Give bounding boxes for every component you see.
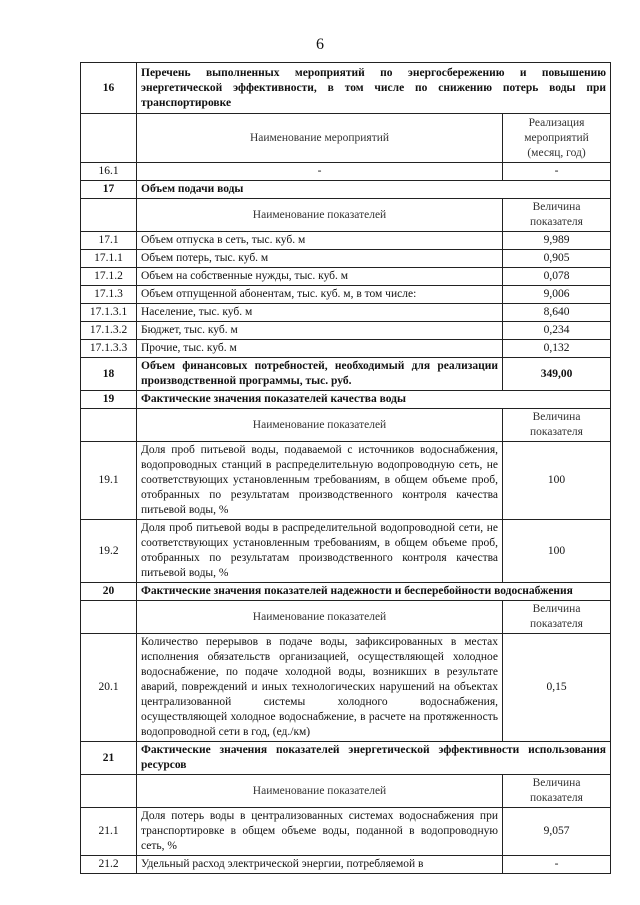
row-number: 17.1.3.2 [81, 322, 137, 340]
column-header-value: Величина показателя [503, 601, 611, 634]
column-header-value: Величина показателя [503, 775, 611, 808]
row-name: Доля проб питьевой воды, подаваемой с источников водоснабжения, водопроводных станций в распределительную водопроводную сеть, не соответствующих установленным требованиям, в общем объеме проб, отобранных по результатам производственного контроля качества питьевой воды, % [137, 442, 503, 520]
section-number: 16 [81, 63, 137, 114]
empty-cell [81, 601, 137, 634]
row-name: - [137, 163, 503, 181]
page-number: 6 [316, 36, 324, 53]
empty-cell [81, 199, 137, 232]
row-name: Удельный расход электрической энергии, потребляемой в [137, 856, 503, 874]
row-name: Объем на собственные нужды, тыс. куб. м [137, 268, 503, 286]
table-row [81, 163, 611, 181]
row-number: 17.1.3.1 [81, 304, 137, 322]
column-header-name: Наименование показателей [137, 601, 503, 634]
section-title: Объем подачи воды [137, 181, 611, 199]
column-header-name: Наименование мероприятий [137, 114, 503, 163]
section-20-header [81, 583, 611, 601]
column-header-name: Наименование показателей [137, 199, 503, 232]
row-value: 0,905 [503, 250, 611, 268]
row-name: Бюджет, тыс. куб. м [137, 322, 503, 340]
table-row [81, 232, 611, 250]
column-header-row [81, 775, 611, 808]
row-value: - [503, 163, 611, 181]
column-header-value: Реализация мероприятий (месяц, год) [503, 114, 611, 163]
column-header-name: Наименование показателей [137, 409, 503, 442]
row-value: 100 [503, 442, 611, 520]
section-number: 19 [81, 391, 137, 409]
row-value: 0,132 [503, 340, 611, 358]
section-16-header [81, 63, 611, 114]
column-header-row [81, 114, 611, 163]
section-21-header [81, 742, 611, 775]
row-name: Население, тыс. куб. м [137, 304, 503, 322]
section-number: 20 [81, 583, 137, 601]
row-number: 20.1 [81, 634, 137, 742]
table-row [81, 304, 611, 322]
row-name: Объем потерь, тыс. куб. м [137, 250, 503, 268]
row-name: Количество перерывов в подаче воды, зафиксированных в местах исполнения обязательств организацией, осуществляющей холодное водоснабжение, по подаче холодной воды, возникших в результате аварий, повреждений и иных технологических нарушений на объектах централизованной системы холодного водоснабжения, осуществляющей холодное водоснабжение, в расчете на протяженность водопроводной сети в год, (ед./км) [137, 634, 503, 742]
row-value: 8,640 [503, 304, 611, 322]
section-number: 17 [81, 181, 137, 199]
column-header-value: Величина показателя [503, 199, 611, 232]
row-number: 17.1 [81, 232, 137, 250]
section-number: 21 [81, 742, 137, 775]
table-row [81, 520, 611, 583]
row-value: 0,234 [503, 322, 611, 340]
row-name: Объем отпущенной абонентам, тыс. куб. м, в том числе: [137, 286, 503, 304]
row-number: 17.1.1 [81, 250, 137, 268]
section-18-row [81, 358, 611, 391]
column-header-row [81, 601, 611, 634]
row-number: 19.2 [81, 520, 137, 583]
table-row [81, 442, 611, 520]
empty-cell [81, 114, 137, 163]
table-row [81, 286, 611, 304]
row-number: 17.1.3 [81, 286, 137, 304]
table-row [81, 322, 611, 340]
row-name: Доля потерь воды в централизованных системах водоснабжения при транспортировке в общем объеме воды, поданной в водопроводную сеть, % [137, 808, 503, 856]
row-number: 21.2 [81, 856, 137, 874]
row-value: - [503, 856, 611, 874]
table-row [81, 250, 611, 268]
empty-cell [81, 775, 137, 808]
row-number: 16.1 [81, 163, 137, 181]
row-number: 21.1 [81, 808, 137, 856]
row-number: 19.1 [81, 442, 137, 520]
table-row [81, 268, 611, 286]
row-name: Доля проб питьевой воды в распределительной водопроводной сети, не соответствующих установленным требованиям, в общем объеме проб, отобранных по результатам производственного контроля качества питьевой воды, % [137, 520, 503, 583]
section-title: Перечень выполненных мероприятий по энергосбережению и повышению энергетической эффективности, в том числе по снижению потерь воды при транспортировке [137, 63, 611, 114]
row-value: 9,057 [503, 808, 611, 856]
row-number: 17.1.2 [81, 268, 137, 286]
section-title: Фактические значения показателей энергетической эффективности использования ресурсов [137, 742, 611, 775]
section-title: Объем финансовых потребностей, необходимый для реализации производственной программы, тыс. руб. [137, 358, 503, 391]
column-header-row [81, 199, 611, 232]
column-header-row [81, 409, 611, 442]
table-row [81, 856, 611, 874]
row-value: 9,006 [503, 286, 611, 304]
table-row [81, 340, 611, 358]
section-title: Фактические значения показателей качества воды [137, 391, 611, 409]
row-value: 0,15 [503, 634, 611, 742]
section-title: Фактические значения показателей надежности и бесперебойности водоснабжения [137, 583, 611, 601]
report-table [80, 62, 611, 874]
row-value: 9,989 [503, 232, 611, 250]
table-row [81, 808, 611, 856]
section-19-header [81, 391, 611, 409]
section-number: 18 [81, 358, 137, 391]
column-header-value: Величина показателя [503, 409, 611, 442]
table-row [81, 634, 611, 742]
row-name: Прочие, тыс. куб. м [137, 340, 503, 358]
section-17-header [81, 181, 611, 199]
row-value: 0,078 [503, 268, 611, 286]
empty-cell [81, 409, 137, 442]
column-header-name: Наименование показателей [137, 775, 503, 808]
section-value: 349,00 [503, 358, 611, 391]
row-name: Объем отпуска в сеть, тыс. куб. м [137, 232, 503, 250]
row-value: 100 [503, 520, 611, 583]
row-number: 17.1.3.3 [81, 340, 137, 358]
